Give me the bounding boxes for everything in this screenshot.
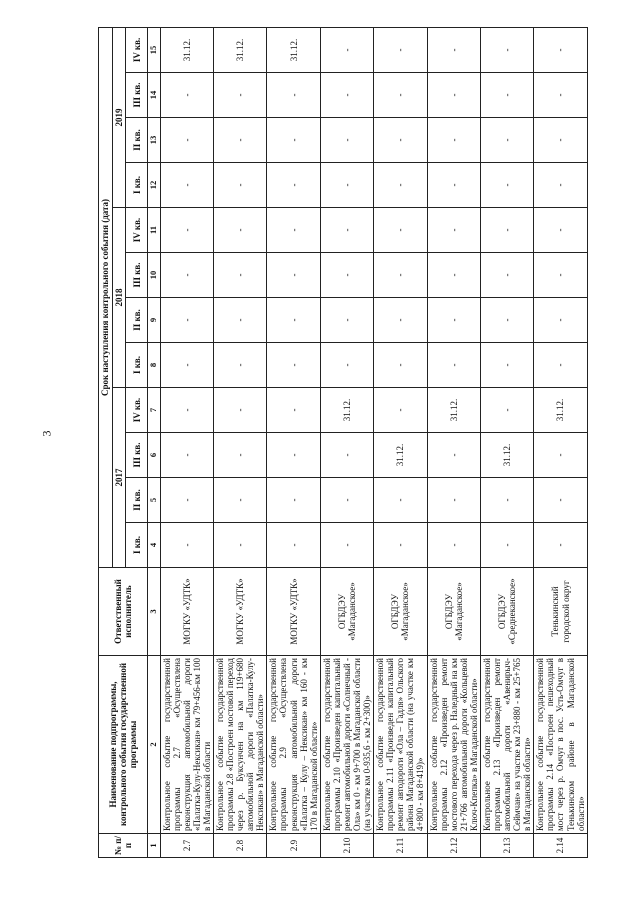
quarter-cell: - xyxy=(427,433,480,478)
quarter-cell: - xyxy=(374,27,427,72)
header-quarter: I кв. xyxy=(126,343,148,388)
quarter-cell: - xyxy=(320,73,373,118)
header-quarter: II кв. xyxy=(126,298,148,343)
header-num: № п/п xyxy=(99,834,148,858)
quarter-cell: - xyxy=(267,433,320,478)
quarter-cell: - xyxy=(267,478,320,523)
quarter-cell: - xyxy=(480,208,533,253)
quarter-cell: - xyxy=(374,208,427,253)
column-index: 15 xyxy=(148,27,161,72)
table-body xyxy=(160,27,587,857)
quarter-cell: - xyxy=(534,118,587,163)
quarter-cell: 31.12. xyxy=(427,388,480,433)
quarter-cell: - xyxy=(427,73,480,118)
quarter-cell: - xyxy=(480,73,533,118)
quarter-cell: - xyxy=(480,343,533,388)
quarter-cell: - xyxy=(374,388,427,433)
column-index: 3 xyxy=(148,568,161,656)
quarter-cell: - xyxy=(213,478,266,523)
quarter-cell: - xyxy=(160,478,213,523)
column-index: 10 xyxy=(148,253,161,298)
responsible-executor: ОГБДЭУ «Магаданское» xyxy=(320,568,373,656)
quarter-cell: - xyxy=(427,343,480,388)
quarter-cell: - xyxy=(534,253,587,298)
event-name: Контрольное событие государственной программы 2.8 «Построен мостовой переход через р. Буксунчен на км 119+680 автомобильной дороги «Палатка-Кулу-Нексикан» в Магаданской области» xyxy=(213,656,266,834)
quarter-cell: - xyxy=(267,388,320,433)
column-index: 7 xyxy=(148,388,161,433)
quarter-cell: - xyxy=(267,343,320,388)
quarter-cell: - xyxy=(427,523,480,568)
quarter-cell: - xyxy=(213,433,266,478)
quarter-cell: - xyxy=(374,523,427,568)
row-number: 2.9 xyxy=(267,834,320,858)
quarter-cell: - xyxy=(534,343,587,388)
quarter-cell: - xyxy=(213,163,266,208)
quarter-cell: - xyxy=(267,208,320,253)
table-row xyxy=(160,27,213,857)
quarter-cell: - xyxy=(427,208,480,253)
table-row xyxy=(213,27,266,857)
quarter-cell: - xyxy=(160,253,213,298)
quarter-cell: - xyxy=(534,27,587,72)
event-name: Контрольное событие государственной программы 2.7 «Осуществлена реконструкция автомобильной дороги «Палатка-Кулу-Нексикан» км 79+456-км 100 в Магаданской области xyxy=(160,656,213,834)
column-index: 14 xyxy=(148,73,161,118)
quarter-cell: - xyxy=(480,163,533,208)
quarter-cell: - xyxy=(534,163,587,208)
quarter-cell: 31.12. xyxy=(320,388,373,433)
quarter-cell: - xyxy=(534,298,587,343)
event-name: Контрольное событие государственной программы 2.10 «Произведен капитальный ремонт автомобильной дороги «Солнечный - Ола» км 0 - км 9+700 в Магаданской области (на участке км 0-935,6 - км 2+300)» xyxy=(320,656,373,834)
quarter-cell: - xyxy=(374,73,427,118)
quarter-cell: - xyxy=(213,73,266,118)
quarter-cell: - xyxy=(213,388,266,433)
column-index: 6 xyxy=(148,433,161,478)
quarter-cell: 31.12. xyxy=(213,27,266,72)
header-year: 2017 xyxy=(113,388,126,568)
quarter-cell: - xyxy=(267,298,320,343)
column-index: 9 xyxy=(148,298,161,343)
quarter-cell: - xyxy=(320,523,373,568)
quarter-cell: - xyxy=(427,298,480,343)
quarter-cell: - xyxy=(320,163,373,208)
quarter-cell: - xyxy=(320,253,373,298)
quarter-cell: - xyxy=(480,27,533,72)
header-quarter: IV кв. xyxy=(126,27,148,72)
header-quarter: IV кв. xyxy=(126,208,148,253)
column-index: 1 xyxy=(148,834,161,858)
quarter-cell: - xyxy=(160,208,213,253)
quarter-cell: - xyxy=(374,253,427,298)
row-number: 2.14 xyxy=(534,834,587,858)
event-name: Контрольное событие государственной программы 2.12 «Произведен ремонт мостового перехода через р. Наледный на км 21+766 автомобильной дороги «Кольцевой Ключ-Кпепка» в Магаданской области» xyxy=(427,656,480,834)
quarter-cell: - xyxy=(534,478,587,523)
quarter-cell: 31.12. xyxy=(160,27,213,72)
header-quarter: III кв. xyxy=(126,73,148,118)
quarter-cell: - xyxy=(534,523,587,568)
quarter-cell: - xyxy=(213,208,266,253)
row-number: 2.12 xyxy=(427,834,480,858)
quarter-cell: - xyxy=(320,433,373,478)
table-row xyxy=(480,27,533,857)
quarter-cell: - xyxy=(160,118,213,163)
quarter-cell: 31.12. xyxy=(534,388,587,433)
header-year: 2018 xyxy=(113,208,126,388)
quarter-cell: - xyxy=(320,478,373,523)
header-quarter: II кв. xyxy=(126,478,148,523)
quarter-cell: - xyxy=(374,118,427,163)
quarter-cell: - xyxy=(160,298,213,343)
quarter-cell: - xyxy=(534,208,587,253)
event-name: Контрольное событие государственной программы 2.11 «Произведен капитальный ремонт автодороги «Ола – Гадля» Ольского района Магаданской области (на участке км 4+800 - км 8+419)» xyxy=(374,656,427,834)
responsible-executor: ОГБДЭУ «Среднеканское» xyxy=(480,568,533,656)
quarter-cell: - xyxy=(320,298,373,343)
responsible-executor: ОГБДЭУ «Магаданское» xyxy=(374,568,427,656)
quarter-cell: - xyxy=(534,73,587,118)
row-number: 2.11 xyxy=(374,834,427,858)
column-index: 8 xyxy=(148,343,161,388)
table-row xyxy=(374,27,427,857)
quarter-cell: - xyxy=(480,298,533,343)
quarter-cell: - xyxy=(320,343,373,388)
quarter-cell: - xyxy=(480,523,533,568)
quarter-cell: - xyxy=(374,478,427,523)
quarter-cell: - xyxy=(267,253,320,298)
header-quarter: III кв. xyxy=(126,433,148,478)
quarter-cell: - xyxy=(267,523,320,568)
quarter-cell: - xyxy=(267,118,320,163)
row-number: 2.7 xyxy=(160,834,213,858)
quarter-cell: - xyxy=(213,253,266,298)
quarter-cell: - xyxy=(213,118,266,163)
header-quarter: II кв. xyxy=(126,118,148,163)
rotated-table-wrapper xyxy=(98,28,586,858)
table-row xyxy=(534,27,587,857)
quarter-cell: - xyxy=(480,478,533,523)
quarter-cell: - xyxy=(374,298,427,343)
event-name: Контрольное событие государственной программы 2.13 «Произведен ремонт автомобильной дороги «Авенирыч-Сеймчан» на участке км 23+880 - км 25+765 в Магаданской области» xyxy=(480,656,533,834)
header-responsible: Ответственный исполнитель xyxy=(99,568,148,656)
quarter-cell: - xyxy=(213,523,266,568)
column-index: 11 xyxy=(148,208,161,253)
header-name: Наименование подпрограммы, контрольного события государственной программы xyxy=(99,656,148,834)
table-row xyxy=(427,27,480,857)
table-row xyxy=(320,27,373,857)
quarter-cell: - xyxy=(267,163,320,208)
row-number: 2.8 xyxy=(213,834,266,858)
quarter-cell: - xyxy=(427,163,480,208)
control-events-table xyxy=(98,27,588,858)
row-number: 2.10 xyxy=(320,834,373,858)
quarter-cell: - xyxy=(374,163,427,208)
quarter-cell: - xyxy=(427,118,480,163)
header-deadline: Срок наступления контрольного события (дата) xyxy=(99,27,113,567)
quarter-cell: - xyxy=(320,27,373,72)
header-quarter: I кв. xyxy=(126,523,148,568)
quarter-cell: - xyxy=(480,388,533,433)
quarter-cell: - xyxy=(267,73,320,118)
quarter-cell: - xyxy=(160,523,213,568)
responsible-executor: Тенькинский городской округ xyxy=(534,568,587,656)
quarter-cell: - xyxy=(374,343,427,388)
header-quarter: I кв. xyxy=(126,163,148,208)
header-quarter: IV кв. xyxy=(126,388,148,433)
quarter-cell: - xyxy=(534,433,587,478)
column-index: 13 xyxy=(148,118,161,163)
column-index: 2 xyxy=(148,656,161,834)
quarter-cell: - xyxy=(320,118,373,163)
header-year: 2019 xyxy=(113,27,126,207)
quarter-cell: - xyxy=(480,118,533,163)
event-name: Контрольное событие государственной программы 2.9 «Осуществлена реконструкция автомобильной дороги «Палатка – Кулу – Нексикан» км 160 - км 170 в Магаданской области» xyxy=(267,656,320,834)
event-name: Контрольное событие государственной программы 2.14 «Построен пешеходный мост через р. Омчуг в пос. Усть-Омчуг в Тенькинском районе в Магаданской области» xyxy=(534,656,587,834)
quarter-cell: - xyxy=(427,478,480,523)
quarter-cell: - xyxy=(160,163,213,208)
quarter-cell: - xyxy=(480,253,533,298)
responsible-executor: МОГКУ «УДТК» xyxy=(267,568,320,656)
quarter-cell: - xyxy=(160,388,213,433)
quarter-cell: - xyxy=(427,27,480,72)
column-index: 4 xyxy=(148,523,161,568)
quarter-cell: - xyxy=(160,343,213,388)
quarter-cell: - xyxy=(160,73,213,118)
header-quarter: III кв. xyxy=(126,253,148,298)
column-index: 12 xyxy=(148,163,161,208)
quarter-cell: 31.12. xyxy=(374,433,427,478)
responsible-executor: ОГБДЭУ «Магаданское» xyxy=(427,568,480,656)
row-number: 2.13 xyxy=(480,834,533,858)
quarter-cell: - xyxy=(213,343,266,388)
column-index: 5 xyxy=(148,478,161,523)
responsible-executor: МОГКУ «УДТК» xyxy=(160,568,213,656)
page-number: 3 xyxy=(39,430,54,437)
table-row xyxy=(267,27,320,857)
quarter-cell: 31.12. xyxy=(267,27,320,72)
quarter-cell: - xyxy=(427,253,480,298)
quarter-cell: - xyxy=(320,208,373,253)
quarter-cell: 31.12. xyxy=(480,433,533,478)
quarter-cell: - xyxy=(213,298,266,343)
quarter-cell: - xyxy=(160,433,213,478)
responsible-executor: МОГКУ «УДТК» xyxy=(213,568,266,656)
